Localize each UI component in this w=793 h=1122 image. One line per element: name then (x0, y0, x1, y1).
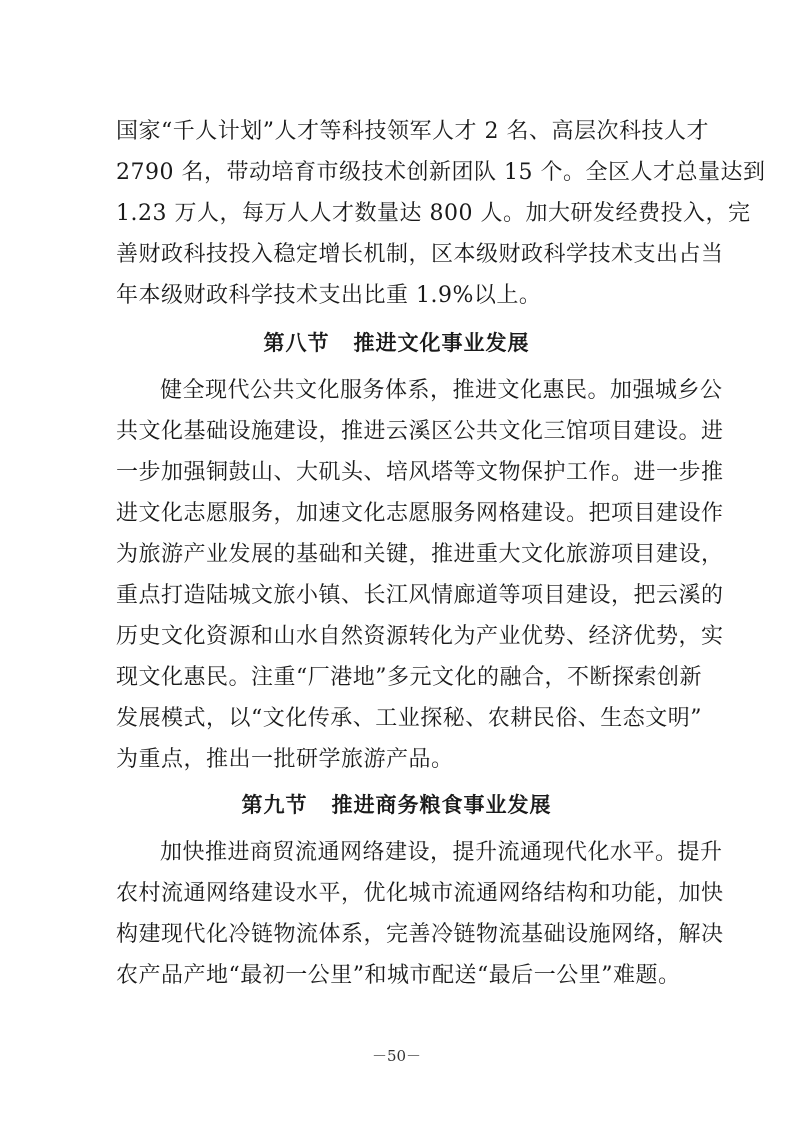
section-heading-9 (0, 792, 793, 818)
paragraph-line: 善财政科技投入稳定增长机制，区本级财政科学技术支出占当 (116, 242, 724, 267)
paragraph-line: 重点打造陆城文旅小镇、长江风情廊道等项目建设，把云溪的 (116, 583, 724, 608)
section-title: 推进文化事业发展 (353, 331, 530, 355)
paragraph-line: 农产品产地“最初一公里”和城市配送“最后一公里”难题。 (116, 963, 681, 988)
paragraph-line: 现文化惠民。注重“厂港地”多元文化的融合，不断探索创新 (116, 665, 702, 690)
section-number: 第九节 (241, 793, 308, 817)
paragraph-line: 发展模式，以“文化传承、工业探秘、农耕民俗、生态文明” (116, 706, 702, 731)
paragraph-line: 一步加强铜鼓山、大矶头、培风塔等文物保护工作。进一步推 (116, 460, 724, 485)
section-number: 第八节 (263, 331, 330, 355)
paragraph-line: 1.23 万人，每万人人才数量达 800 人。加大研发经费投入，完 (116, 201, 751, 226)
paragraph-line: 2790 名，带动培育市级技术创新团队 15 个。全区人才总量达到 (116, 160, 766, 185)
paragraph-line: 健全现代公共文化服务体系，推进文化惠民。加强城乡公 (160, 378, 723, 403)
paragraph-line: 构建现代化冷链物流体系，完善冷链物流基础设施网络，解决 (116, 922, 724, 947)
paragraph-line: 国家“千人计划”人才等科技领军人才 2 名、高层次科技人才 (116, 119, 709, 144)
paragraph-line: 进文化志愿服务，加速文化志愿服务网格建设。把项目建设作 (116, 501, 724, 526)
paragraph-line: 加快推进商贸流通网络建设，提升流通现代化水平。提升 (160, 840, 723, 865)
paragraph-line: 共文化基础设施建设，推进云溪区公共文化三馆项目建设。进 (116, 419, 724, 444)
section-heading-8 (0, 330, 793, 356)
paragraph-line: 历史文化资源和山水自然资源转化为产业优势、经济优势，实 (116, 624, 724, 649)
page-number: －50－ (371, 1047, 422, 1065)
paragraph-line: 农村流通网络建设水平，优化城市流通网络结构和功能，加快 (116, 881, 724, 906)
paragraph-line: 为重点，推出一批研学旅游产品。 (116, 747, 454, 772)
paragraph-line: 为旅游产业发展的基础和关键，推进重大文化旅游项目建设， (116, 542, 724, 567)
section-title: 推进商务粮食事业发展 (331, 793, 552, 817)
paragraph-line: 年本级财政科学技术支出比重 1.9%以上。 (116, 283, 542, 308)
